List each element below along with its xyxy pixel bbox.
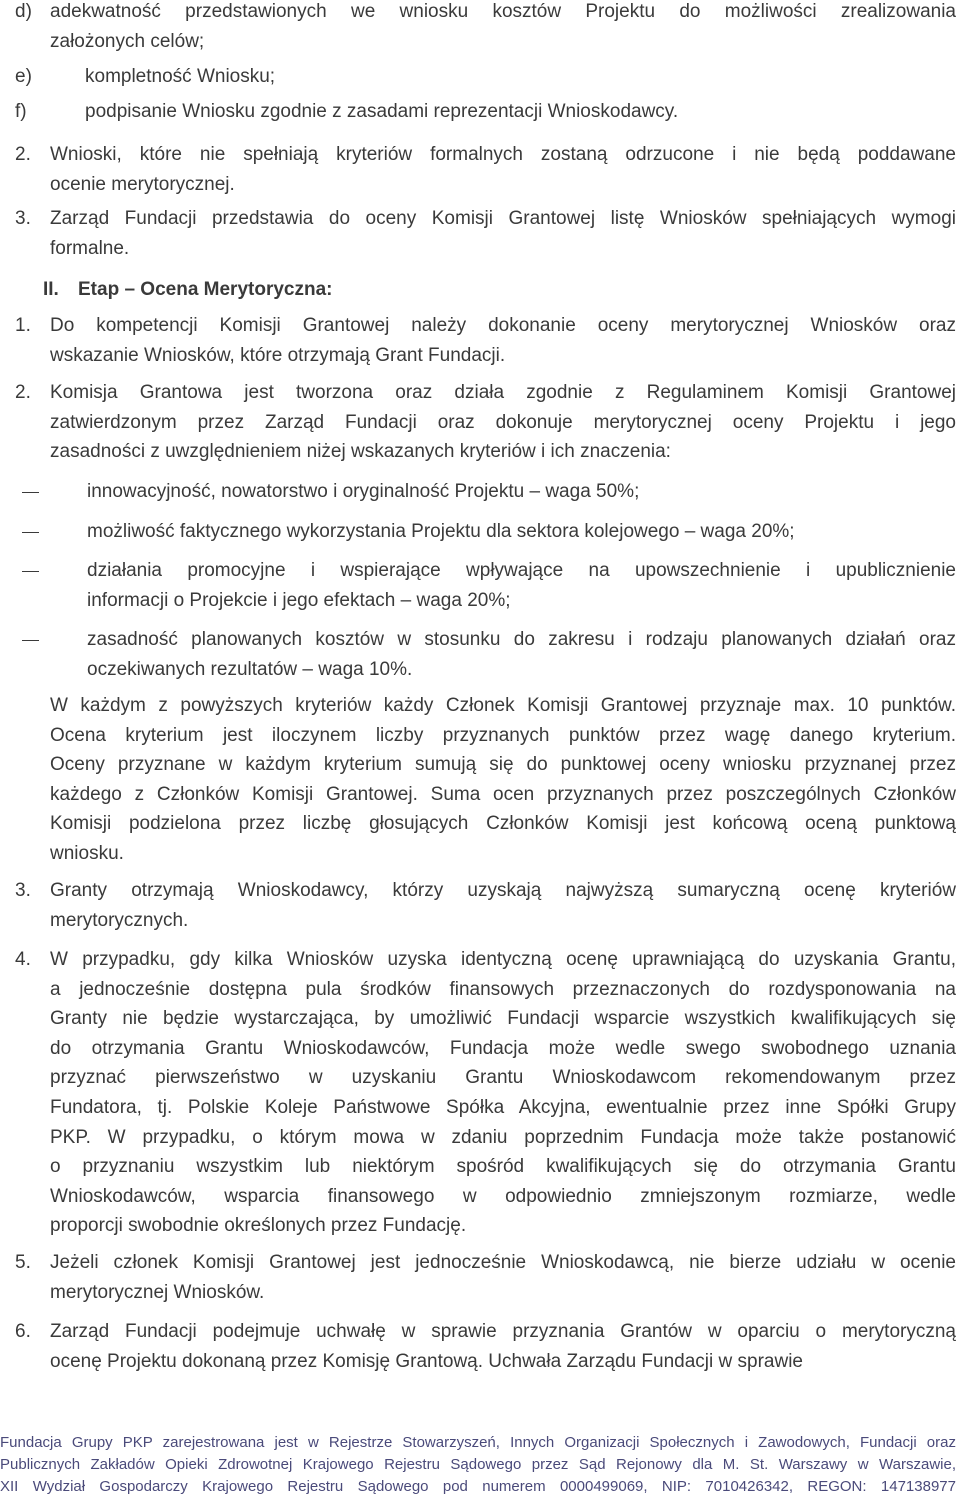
list-label: f) <box>15 101 27 122</box>
paragraph-text: Jeżeli członek Komisji Grantowej jest jednocześnie Wnioskodawcą, nie bierze udziału w ocenie <box>50 1252 956 1273</box>
paragraph-text: każdego z Członków Komisji Grantowej. Suma ocen przyznanych przez poszczególnych Członków <box>50 783 956 805</box>
list-label: 3. <box>15 208 31 229</box>
paragraph-text: Fundatora, tj. Polskie Koleje Państwowe Spółka Akcyjna, ewentualnie przez inne Spółki Grupy <box>50 1097 956 1118</box>
paragraph-text: działania promocyjne i wspierające wpływające na upowszechnienie i upublicznienie <box>87 560 956 581</box>
paragraph-text: możliwość faktycznego wykorzystania Projektu dla sektora kolejowego – waga 20%; <box>87 521 795 542</box>
list-label: 3. <box>15 880 31 901</box>
paragraph-text: formalne. <box>50 237 130 259</box>
paragraph-text: Oceny przyznane w każdym kryterium sumują się do punktowej oceny wniosku przyznanej przez <box>50 754 956 776</box>
list-label: 2. <box>15 144 31 165</box>
list-label: II. <box>43 279 59 300</box>
paragraph-text: merytorycznej Wniosków. <box>50 1281 265 1303</box>
paragraph-text: kompletność Wniosku; <box>85 66 276 87</box>
paragraph-text: Granty otrzymają Wnioskodawcy, którzy uzyskają najwyższą sumaryczną ocenę kryteriów <box>50 880 956 901</box>
paragraph-text: zasadności z uwzględnieniem niżej wskazanych kryteriów i ich znaczenia: <box>50 441 671 463</box>
list-label: e) <box>15 66 32 87</box>
paragraph-text: W każdym z powyższych kryteriów każdy Członek Komisji Grantowej przyznaje max. 10 punktów. <box>50 695 956 716</box>
paragraph-text: wniosku. <box>50 843 124 864</box>
list-label: 4. <box>15 949 31 970</box>
paragraph-text: Granty nie będzie wystarczająca, by umożliwić Fundacji wsparcie wszystkich kwalifikujących się <box>50 1008 956 1030</box>
list-label: d) <box>15 1 32 22</box>
footer-line: Fundacja Grupy PKP zarejestrowana jest w Rejestrze Stowarzyszeń, Innych Organizacji Społecznych i Zawodowych, Fundacji oraz <box>0 1434 956 1451</box>
paragraph-text: Do kompetencji Komisji Grantowej należy dokonanie oceny merytorycznej Wniosków oraz <box>50 315 956 336</box>
list-label: 6. <box>15 1321 31 1342</box>
paragraph-text: o przyznaniu wszystkim lub niektórym spośród kwalifikujących się do otrzymania Grantu <box>50 1156 956 1178</box>
list-label: 1. <box>15 315 31 336</box>
paragraph-text: W przypadku, gdy kilka Wniosków uzyska identyczną ocenę uprawniającą do uzyskania Grantu, <box>50 949 956 970</box>
paragraph-text: a jednocześnie dostępna pula środków finansowych przeznaczonych do rozdysponowania na <box>50 978 956 1000</box>
paragraph-text: Komisji podzielona przez liczbę głosujących Członków Komisji jest końcową oceną punktową <box>50 813 956 835</box>
paragraph-text: Zarząd Fundacji przedstawia do oceny Komisji Grantowej listę Wniosków spełniających wymogi <box>50 208 956 229</box>
paragraph-text: zatwierdzonym przez Zarząd Fundacji oraz dokonuje merytorycznej oceny Projektu i jego <box>50 411 956 433</box>
paragraph-text: Komisja Grantowa jest tworzona oraz działa zgodnie z Regulaminem Komisji Grantowej <box>50 382 956 403</box>
paragraph-text: merytorycznych. <box>50 909 189 931</box>
footer-line: Publicznych Zakładów Opieki Zdrowotnej Krajowego Rejestru Sądowego przez Sąd Rejonowy dla M. St. Warszawy w Warszawie, <box>0 1456 956 1473</box>
dash-bullet-icon <box>22 532 39 533</box>
footer-line: XII Wydział Gospodarczy Krajowego Rejestru Sądowego pod numerem 0000499069, NIP: 7010426342, REGON: 147138977 <box>0 1478 956 1495</box>
paragraph-text: przyznać pierwszeństwo w uzyskaniu Grantu Wnioskodawcom rekomendowanym przez <box>50 1067 956 1089</box>
paragraph-text: założonych celów; <box>50 30 205 52</box>
paragraph-text: oczekiwanych rezultatów – waga 10%. <box>87 658 413 680</box>
list-label: 2. <box>15 382 31 403</box>
paragraph-text: wskazanie Wniosków, które otrzymają Grant Fundacji. <box>50 344 506 366</box>
paragraph-text: PKP. W przypadku, o którym mowa w zdaniu poprzednim Fundacja może także postanowić <box>50 1126 956 1148</box>
paragraph-text: Ocena kryterium jest iloczynem liczby przyznanych punktów przez wagę danego kryterium. <box>50 724 956 746</box>
paragraph-text: Etap – Ocena Merytoryczna: <box>78 279 333 300</box>
paragraph-text: do otrzymania Grantu Wnioskodawców, Fundacja może wedle swego swobodnego uznania <box>50 1037 956 1059</box>
paragraph-text: proporcji swobodnie określonych przez Fundację. <box>50 1215 467 1237</box>
dash-bullet-icon <box>22 492 39 493</box>
paragraph-text: zasadność planowanych kosztów w stosunku do zakresu i rodzaju planowanych działań oraz <box>87 629 956 650</box>
list-label: 5. <box>15 1252 31 1273</box>
paragraph-text: Zarząd Fundacji podejmuje uchwałę w sprawie przyznania Grantów w oparciu o merytoryczną <box>50 1321 956 1342</box>
dash-bullet-icon <box>22 571 39 572</box>
paragraph-text: podpisanie Wniosku zgodnie z zasadami reprezentacji Wnioskodawcy. <box>85 101 679 122</box>
paragraph-text: Wnioskodawców, wsparcia finansowego w odpowiednio zmniejszonym rozmiarze, wedle <box>50 1185 956 1207</box>
dash-bullet-icon <box>22 640 39 641</box>
paragraph-text: ocenie merytorycznej. <box>50 173 235 195</box>
paragraph-text: Wnioski, które nie spełniają kryteriów formalnych zostaną odrzucone i nie będą poddawane <box>50 144 956 165</box>
paragraph-text: innowacyjność, nowatorstwo i oryginalność Projektu – waga 50%; <box>87 481 640 502</box>
paragraph-text: adekwatność przedstawionych we wniosku kosztów Projektu do możliwości zrealizowania <box>50 1 956 22</box>
paragraph-text: informacji o Projekcie i jego efektach – waga 20%; <box>87 589 511 611</box>
paragraph-text: ocenę Projektu dokonaną przez Komisję Grantową. Uchwała Zarządu Fundacji w sprawie <box>50 1350 803 1372</box>
